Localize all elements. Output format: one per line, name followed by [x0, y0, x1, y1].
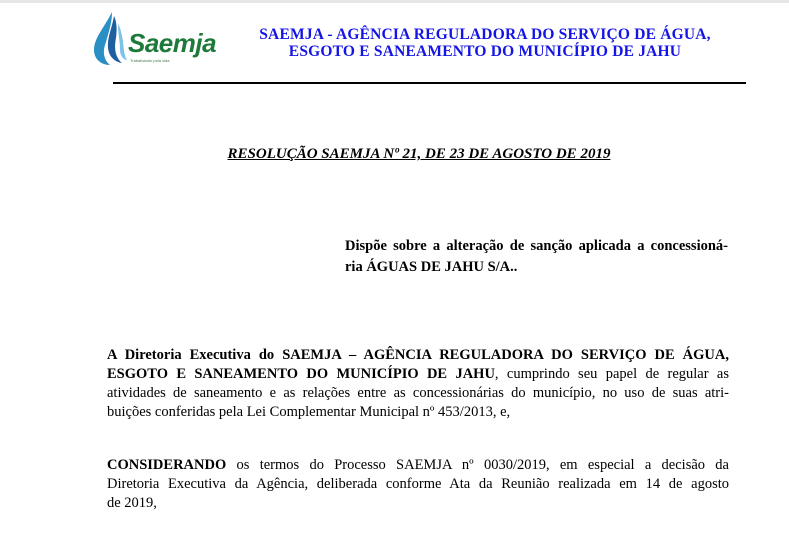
water-drop-icon	[90, 10, 130, 66]
bold-text: ESGOTO E SANEAMENTO DO MUNICÍPIO DE JAHU	[107, 366, 495, 382]
bold-text: A Diretoria Executiva do SAEMJA – AGÊNCIA REGULADORA DO SERVIÇO DE ÁGUA,	[107, 347, 729, 363]
page-top-border	[0, 0, 789, 3]
ementa-line: Dispõe sobre a alteração de sanção aplicada a concessioná-	[345, 238, 728, 254]
paragraph-considerando	[107, 456, 729, 513]
paragraph-line: buições conferidas pela Lei Complementar Municipal nº 453/2013, e,	[107, 404, 511, 420]
paragraph-line: Diretoria Executiva da Agência, deliberada conforme Ata da Reunião realizada em 14 de agosto	[107, 476, 729, 492]
ementa	[345, 236, 728, 278]
bold-text: CONSIDERANDO	[107, 457, 227, 473]
logo-tagline: Trabalhando pela vida	[130, 58, 170, 63]
saemja-logo	[90, 10, 220, 66]
header-divider	[113, 82, 746, 84]
paragraph-line: de 2019,	[107, 495, 157, 511]
text: os termos do Processo SAEMJA nº 0030/2019, em especial a decisão da	[226, 457, 729, 473]
paragraph-line	[107, 346, 729, 365]
paragraph-line	[107, 456, 729, 475]
text: , cumprindo seu papel de regular as	[494, 366, 729, 382]
paragraph-line	[107, 365, 729, 384]
agency-header	[225, 26, 745, 60]
logo-wordmark: Saemja	[128, 28, 217, 58]
agency-header-line1: SAEMJA - AGÊNCIA REGULADORA DO SERVIÇO DE ÁGUA,	[259, 26, 711, 43]
ementa-line: ria ÁGUAS DE JAHU S/A..	[345, 259, 518, 275]
agency-header-line2: ESGOTO E SANEAMENTO DO MUNICÍPIO DE JAHU	[288, 43, 682, 60]
paragraph-preamble	[107, 346, 729, 422]
paragraph-line: atividades de saneamento e as relações entre as concessionárias do município, no uso de suas atri-	[107, 385, 729, 401]
resolution-title: RESOLUÇÃO SAEMJA Nº 21, DE 23 DE AGOSTO DE 2019	[227, 146, 611, 162]
